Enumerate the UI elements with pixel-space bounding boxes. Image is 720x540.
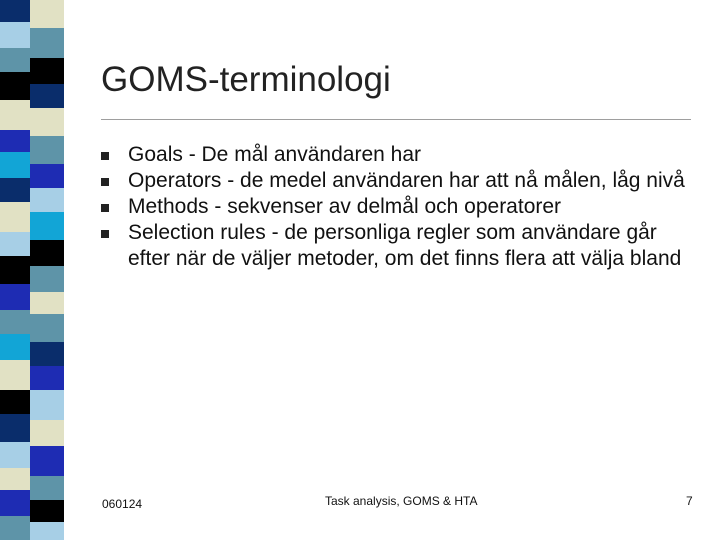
bullet-text: Selection rules - de personliga regler som användare går efter när de väljer metoder, om det finns flera att välja bland (128, 221, 682, 270)
stripe-block (0, 72, 30, 100)
stripe-block (0, 310, 30, 334)
stripe-block (0, 442, 30, 468)
bullet-item (99, 168, 699, 194)
stripe-block (0, 284, 30, 310)
stripe-block (0, 152, 30, 178)
bullet-list (99, 142, 699, 272)
square-bullet-icon (101, 204, 109, 212)
footer-title: Task analysis, GOMS & HTA (325, 494, 478, 508)
stripe-block (0, 390, 30, 414)
stripe-block (0, 178, 30, 202)
bullet-text: Operators - de medel användaren har att nå målen, låg nivå (128, 169, 685, 192)
footer-date: 060124 (102, 497, 143, 511)
page-number: 7 (686, 494, 693, 508)
stripe-block (0, 468, 30, 490)
bullet-item (99, 142, 699, 168)
square-bullet-icon (101, 152, 109, 160)
stripe-block (0, 48, 30, 72)
bullet-item (99, 194, 699, 220)
stripe-block (0, 232, 30, 256)
bullet-text: Methods - sekvenser av delmål och operatorer (128, 195, 562, 218)
stripe-block (0, 22, 30, 48)
stripe-block (0, 516, 30, 540)
stripe-block (0, 256, 30, 284)
bullet-item (99, 220, 699, 272)
slide-title: GOMS-terminologi (101, 60, 391, 99)
stripe-block (0, 414, 30, 442)
square-bullet-icon (101, 178, 109, 186)
stripe-block (0, 130, 30, 152)
decorative-color-stripe (0, 0, 64, 540)
stripe-block (0, 202, 30, 232)
title-divider (101, 119, 691, 120)
stripe-block (0, 100, 30, 130)
stripe-block (0, 334, 30, 360)
square-bullet-icon (101, 230, 109, 238)
stripe-block (0, 360, 30, 390)
stripe-block (0, 0, 30, 22)
bullet-text: Goals - De mål användaren har (128, 143, 421, 166)
stripe-block (0, 490, 30, 516)
